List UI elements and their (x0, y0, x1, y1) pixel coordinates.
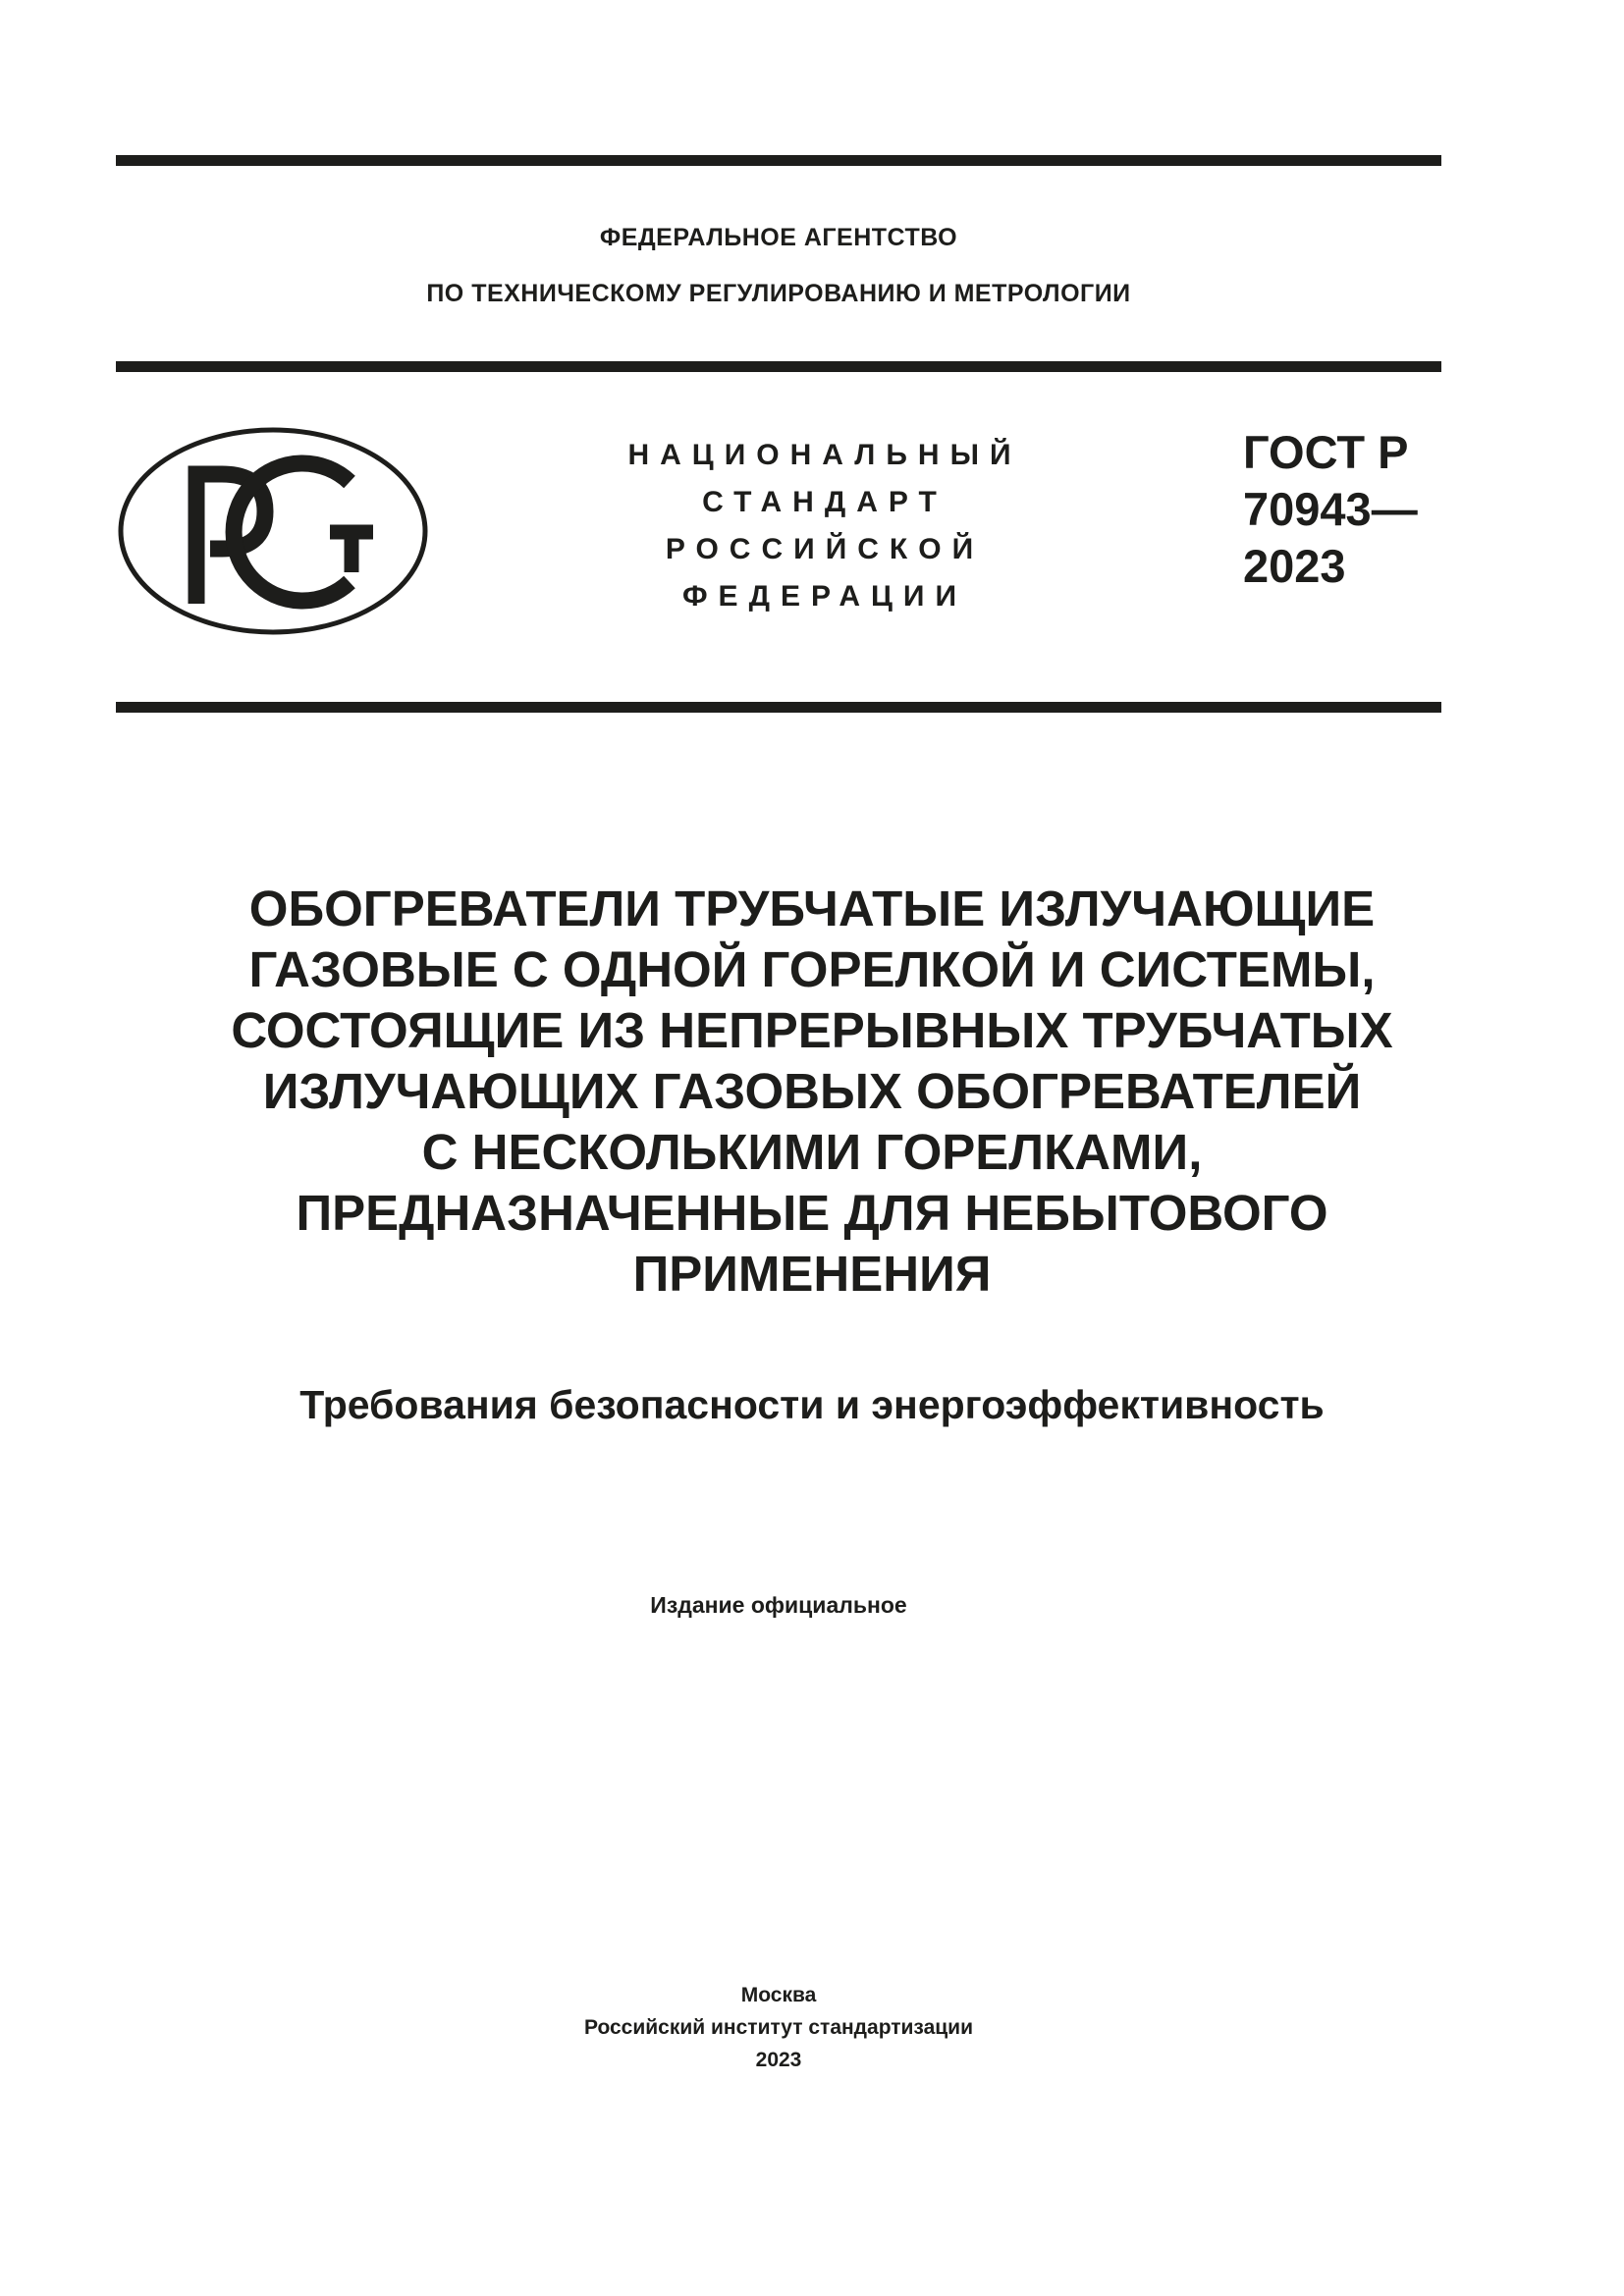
imprint-city: Москва (740, 1984, 817, 2006)
designation-line: 2023 (1243, 540, 1346, 592)
title-line: СОСТОЯЩИЕ ИЗ НЕПРЕРЫВНЫХ ТРУБЧАТЫХ (231, 1002, 1393, 1058)
standard-type-line: ФЕДЕРАЦИИ (681, 580, 968, 613)
standard-type-label (589, 432, 1060, 620)
imprint-year: 2023 (755, 2049, 802, 2071)
agency-name-line-1: ФЕДЕРАЛЬНОЕ АГЕНТСТВО (599, 224, 958, 251)
designation-line: 70943— (1243, 483, 1418, 535)
document-subtitle: Требования безопасности и энергоэффективность (299, 1382, 1325, 1427)
publisher-imprint (116, 1979, 1441, 2076)
title-line: ОБОГРЕВАТЕЛИ ТРУБЧАТЫЕ ИЗЛУЧАЮЩИЕ (248, 881, 1376, 936)
designation-divider-rule (116, 702, 1441, 713)
title-line: ГАЗОВЫЕ С ОДНОЙ ГОРЕЛКОЙ И СИСТЕМЫ, (248, 941, 1376, 997)
gost-r-emblem-icon (116, 425, 430, 637)
edition-label: Издание официальное (650, 1592, 907, 1618)
top-rule (116, 155, 1441, 166)
imprint-publisher: Российский институт стандартизации (583, 2016, 974, 2039)
standard-type-line: СТАНДАРТ (702, 486, 947, 518)
designation-line: ГОСТ Р (1243, 426, 1409, 478)
agency-name-line-2: ПО ТЕХНИЧЕСКОМУ РЕГУЛИРОВАНИЮ И МЕТРОЛОГИИ (426, 280, 1131, 307)
document-title (116, 879, 1508, 1305)
title-line: С НЕСКОЛЬКИМИ ГОРЕЛКАМИ, (421, 1124, 1203, 1180)
title-line: ИЗЛУЧАЮЩИХ ГАЗОВЫХ ОБОГРЕВАТЕЛЕЙ (262, 1063, 1362, 1119)
standard-designation (1243, 424, 1418, 595)
standard-type-line: РОССИЙСКОЙ (665, 533, 985, 565)
standard-type-line: НАЦИОНАЛЬНЫЙ (627, 439, 1022, 471)
title-line: ПРЕДНАЗНАЧЕННЫЕ ДЛЯ НЕБЫТОВОГО (296, 1185, 1328, 1241)
header-divider-rule (116, 361, 1441, 372)
title-line: ПРИМЕНЕНИЯ (632, 1246, 992, 1302)
